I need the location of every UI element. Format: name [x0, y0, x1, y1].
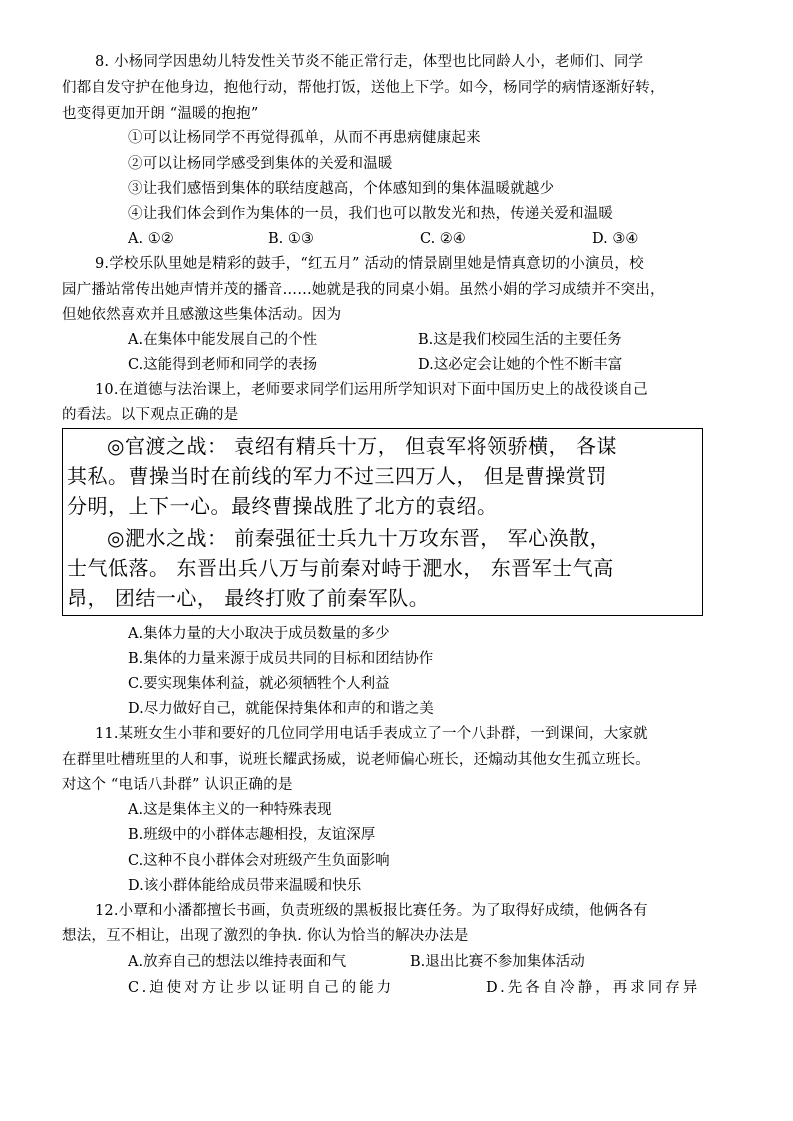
q10-option-b: B.集体的力量来源于成员共同的目标和团结协作: [128, 651, 434, 667]
q11-option-b: B.班级中的小群体志趣相投，友谊深厚: [128, 827, 376, 843]
q11-option-c: C.这种不良小群体会对班级产生负面影响: [128, 853, 390, 869]
q9-stem-line-3: 但她依然喜欢并且感激这些集体活动。因为: [62, 307, 342, 323]
q8-stem-line-1: 8. 小杨同学因患幼儿特发性关节炎不能正常行走，体型也比同龄人小，老师们、同学: [95, 54, 644, 70]
q8-option-d: D. ③④: [592, 231, 639, 247]
q11-option-a: A.这是集体主义的一种特殊表现: [128, 802, 332, 818]
q8-statement-2: ②可以让杨同学感受到集体的关爱和温暖: [128, 156, 393, 172]
q9-option-b: B.这是我们校园生活的主要任务: [418, 332, 622, 348]
q9-stem-line-2: 园广播站常传出她声情并茂的播音……她就是我的同桌小娟。虽然小娟的学习成绩并不突出，: [62, 282, 665, 298]
q10-stem-line-2: 的看法。以下观点正确的是: [62, 407, 239, 423]
q11-stem-line-3: 对这个 “电话八卦群” 认识正确的是: [62, 777, 293, 793]
q11-stem-line-1: 11.某班女生小菲和要好的几位同学用电话手表成立了一个八卦群，一到课间，大家就: [95, 726, 648, 742]
q12-option-c: C.迫使对方让步以证明自己的能力: [128, 980, 395, 996]
q11-option-d: D.该小群体能给成员带来温暖和快乐: [128, 878, 362, 894]
q11-stem-line-2: 在群里吐槽班里的人和事，说班长耀武扬威，说老师偏心班长，还煽动其他女生孤立班长。: [62, 752, 650, 768]
q12-stem-line-2: 想法，互不相让，出现了激烈的争执. 你认为恰当的解决办法是: [62, 928, 469, 944]
q12-option-d: D.先各自冷静，再求同存异: [486, 980, 701, 996]
q8-stem-line-2: 们都自发守护在他身边，抱他行动，帮他打饭，送他上下学。如今，杨同学的病情逐渐好转，: [62, 80, 665, 96]
q10-box-line-6: 昂， 团结一心， 最终打败了前秦军队。: [67, 586, 430, 610]
q10-option-c: C.要实现集体利益，就必须牺牲个人利益: [128, 676, 390, 692]
q10-stem-line-1: 10.在道德与法治课上，老师要求同学们运用所学知识对下面中国历史上的战役谈自己: [95, 382, 648, 398]
q9-option-a: A.在集体中能发展自己的个性: [128, 332, 318, 348]
q8-option-c: C. ②④: [420, 231, 466, 247]
q8-statement-1: ①可以让杨同学不再觉得孤单，从而不再患病健康起来: [128, 130, 481, 146]
q8-stem-line-3: 也变得更加开朗 “温暖的抱抱”: [62, 106, 259, 122]
q10-box-line-1: ◎官渡之战： 袁绍有精兵十万， 但袁军将领骄横， 各谋: [107, 434, 618, 458]
q10-box-line-5: 士气低落。 东晋出兵八万与前秦对峙于淝水， 东晋军士气高: [67, 556, 614, 580]
q10-option-d: D.尽力做好自己，就能保持集体和声的和谐之美: [128, 701, 434, 717]
q10-option-a: A.集体力量的大小取决于成员数量的多少: [128, 626, 390, 642]
q12-option-a: A.放弃自己的想法以维持表面和气: [128, 954, 347, 970]
q9-option-d: D.这必定会让她的个性不断丰富: [418, 357, 623, 373]
q8-option-b: B. ①③: [268, 231, 314, 247]
q12-stem-line-1: 12.小覃和小潘都擅长书画，负责班级的黑板报比赛任务。为了取得好成绩，他俩各有: [95, 903, 648, 919]
q9-stem-line-1: 9.学校乐队里她是精彩的鼓手，“红五月” 活动的情景剧里她是情真意切的小演员，校: [95, 256, 644, 272]
q9-option-c: C.这能得到老师和同学的表扬: [128, 357, 318, 373]
q10-box-line-4: ◎淝水之战： 前秦强征士兵九十万攻东晋， 军心涣散，: [107, 526, 611, 550]
q10-box-line-3: 分明，上下一心。最终曹操战胜了北方的袁绍。: [67, 494, 498, 518]
q10-material-box: [62, 428, 703, 616]
q12-option-b: B.退出比赛不参加集体活动: [410, 954, 585, 970]
q10-box-line-2: 其私。曹操当时在前线的军力不过三四万人， 但是曹操赏罚: [67, 464, 607, 488]
q8-statement-3: ③让我们感悟到集体的联结度越高，个体感知到的集体温暖就越少: [128, 181, 555, 197]
q8-option-a: A. ①②: [128, 231, 174, 247]
q8-statement-4: ④让我们体会到作为集体的一员，我们也可以散发光和热，传递关爱和温暖: [128, 206, 614, 222]
